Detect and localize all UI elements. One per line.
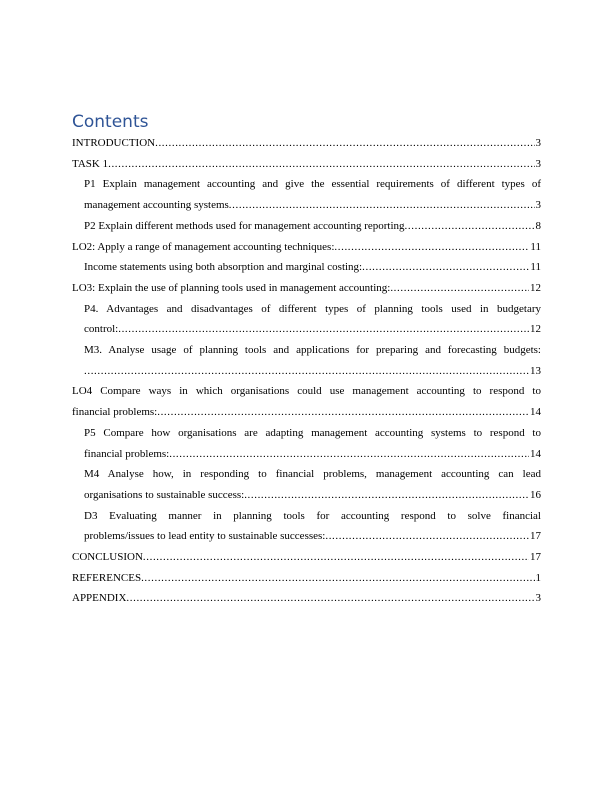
toc-entry[interactable] [72,568,541,589]
toc-page-number: 3 [535,157,541,170]
toc-page-number: 8 [535,219,541,232]
toc-entry[interactable] [84,216,541,237]
dot-leader [390,278,529,299]
toc-entry-text: LO3: Explain the use of planning tools used in management accounting: [72,281,391,294]
toc-entry-text: REFERENCES [72,571,142,584]
toc-entry[interactable] [84,423,541,464]
toc-entry-text: P1 Explain management accounting and give the essential requirements of different types of [84,178,541,191]
dot-leader [108,154,534,175]
dot-leader [118,319,529,340]
toc-entry[interactable] [84,464,541,505]
dot-leader [405,216,535,237]
toc-page-number: 14 [530,406,541,419]
dot-leader [325,526,529,547]
toc-entry-text: M3. Analyse usage of planning tools and applications for preparing and forecasting budgets: [84,344,541,357]
toc-entry-line [72,588,541,609]
dot-leader [126,588,534,609]
toc-entry-text: P4. Advantages and disadvantages of different types of planning tools used in budgetary [84,302,541,315]
toc-entry-line [84,361,541,382]
toc-entry-line [72,154,541,175]
toc-page-number: 14 [530,447,541,460]
toc-entry-text: P5 Compare how organisations are adapting management accounting systems to respond to [84,426,541,439]
toc-entry[interactable] [72,154,541,175]
toc-entry-line [72,547,541,568]
toc-entry[interactable] [72,588,541,609]
toc-entry[interactable] [72,237,541,258]
toc-page-number: 12 [530,281,541,294]
toc-entry-text: problems/issues to lead entity to sustainable successes: [84,530,326,543]
dot-leader [244,485,529,506]
toc-page-number: 3 [535,137,541,149]
toc-entry-line [84,257,541,278]
toc-entry-line [84,485,541,506]
toc-entry-line [72,402,541,423]
toc-page-number: 3 [535,592,541,605]
toc-entry-text: financial problems: [72,406,158,419]
dot-leader [169,444,529,465]
toc-entry[interactable] [84,506,541,547]
toc-entry[interactable] [84,257,541,278]
toc-page-number: 13 [530,364,541,377]
toc-entry-line [72,568,541,589]
toc-page-number: 17 [530,530,541,543]
dot-leader [84,361,529,382]
dot-leader [155,133,534,154]
dot-leader [334,237,529,258]
toc-page-number: 3 [535,199,541,212]
toc-entry-text: financial problems: [84,447,170,460]
dot-leader [157,402,529,423]
toc-entry[interactable] [84,299,541,340]
toc-page-number: 12 [530,323,541,336]
toc-entry-line [84,319,541,340]
toc-entry-line [72,278,541,299]
dot-leader [229,195,535,216]
toc-entry[interactable] [84,174,541,215]
toc-entry-text: LO2: Apply a range of management accounting techniques: [72,240,335,253]
toc-entry-text: D3 Evaluating manner in planning tools for accounting respond to solve financial [84,509,541,522]
toc-entry-text: APPENDIX [72,592,127,605]
toc-entry-text: P2 Explain different methods used for management accounting reporting [84,219,405,232]
toc-entry-text: CONCLUSION [72,551,143,564]
toc-entry-line [84,216,541,237]
toc-page-number: 16 [530,488,541,501]
toc-entry-text: Income statements using both absorption and marginal costing: [84,261,363,274]
toc-entry[interactable] [84,340,541,381]
dot-leader [362,257,529,278]
document-page [72,112,541,609]
toc-entry-text: management accounting systems [84,199,229,212]
toc-entry-line [72,237,541,258]
toc-entry[interactable] [72,547,541,568]
dot-leader [141,568,534,589]
toc-entry-text: LO4 Compare ways in which organisations could use management accounting to respond to [72,385,541,398]
toc-list [72,133,541,609]
toc-entry-text: control: [84,323,119,336]
toc-page-number: 11 [530,240,541,253]
toc-page-number: 1 [535,571,541,584]
toc-entry-text: M4 Analyse how, in responding to financial problems, management accounting can lead [84,468,541,481]
toc-entry[interactable] [72,278,541,299]
toc-title: Contents [72,112,149,132]
toc-entry-line [84,444,541,465]
toc-entry-text: INTRODUCTION [72,137,156,149]
dot-leader [143,547,529,568]
toc-entry[interactable] [72,381,541,422]
toc-entry-text: organisations to sustainable success: [84,488,245,501]
toc-entry-text: TASK 1 [72,157,109,170]
toc-page-number: 17 [530,551,541,564]
toc-entry-line [84,195,541,216]
toc-entry-line [84,526,541,547]
toc-entry[interactable] [72,133,541,154]
toc-page-number: 11 [530,261,541,274]
toc-entry-line [72,133,541,154]
